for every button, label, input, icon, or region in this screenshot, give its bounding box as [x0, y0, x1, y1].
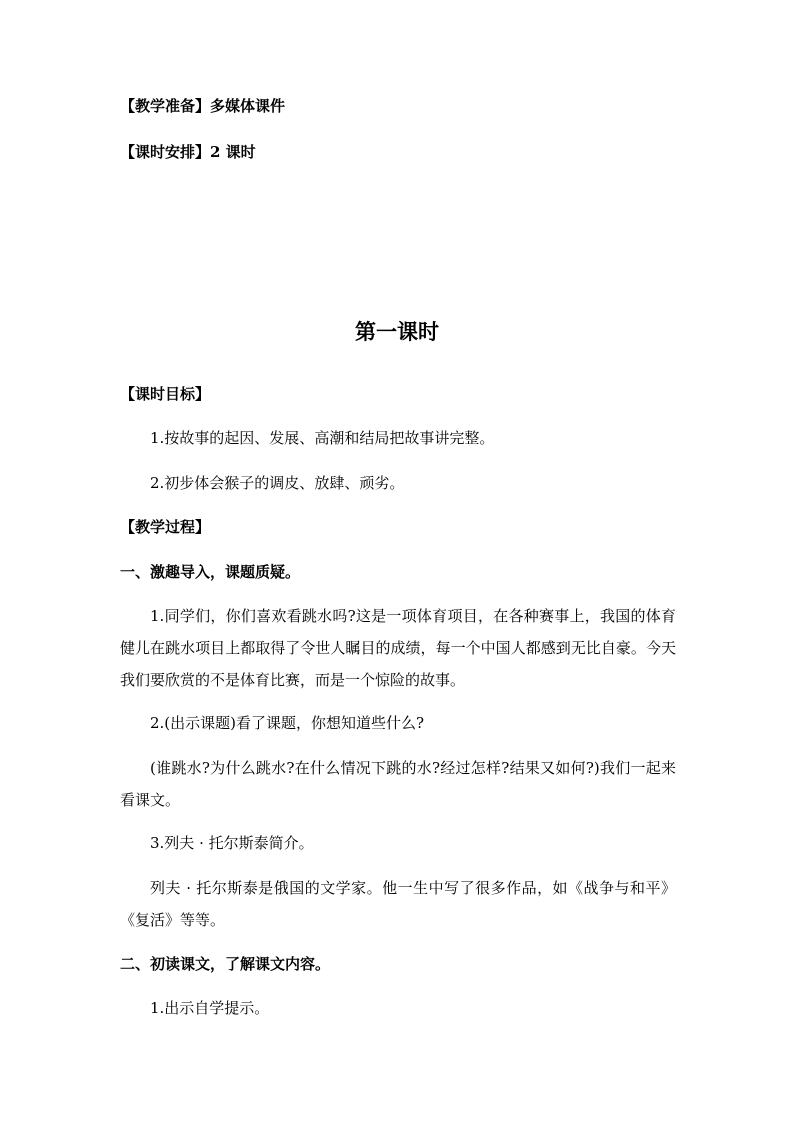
objective-item-2: 2.初步体会猴子的调皮、放肆、顽劣。: [150, 474, 405, 492]
section1-paragraph-4: 3.列夫 · 托尔斯泰简介。: [150, 834, 314, 852]
section1-paragraph-5: 列夫 · 托尔斯泰是俄国的文学家。他一生中写了很多作品，如《战争与和平》《复活》等等。: [120, 879, 676, 929]
section1-paragraph-1: 1.同学们，你们喜欢看跳水吗?这是一项体育项目，在各种赛事上，我国的体育健儿在跳水项目上都取得了令世人瞩目的成绩，每一个中国人都感到无比自豪。今天我们要欣赏的不是体育比赛，而是一个惊险的故事。: [120, 607, 676, 689]
lesson-schedule: 【课时安排】2 课时: [120, 143, 256, 161]
lesson-title: 第一课时: [355, 320, 439, 344]
section1-paragraph-3: (谁跳水?为什么跳水?在什么情况下跳的水?经过怎样?结果又如何?)我们一起来看课文。: [120, 759, 676, 809]
section1-heading: 一、激趣导入，课题质疑。: [120, 563, 301, 581]
process-heading: 【教学过程】: [120, 518, 211, 536]
section1-paragraph-2: 2.(出示课题)看了课题，你想知道些什么?: [150, 714, 425, 732]
teaching-prep: 【教学准备】多媒体课件: [120, 97, 286, 115]
objective-item-1: 1.按故事的起因、发展、高潮和结局把故事讲完整。: [150, 429, 495, 447]
section2-heading: 二、初读课文，了解课文内容。: [120, 955, 331, 973]
section2-paragraph-1: 1.出示自学提示。: [150, 999, 270, 1017]
objectives-heading: 【课时目标】: [120, 385, 211, 403]
